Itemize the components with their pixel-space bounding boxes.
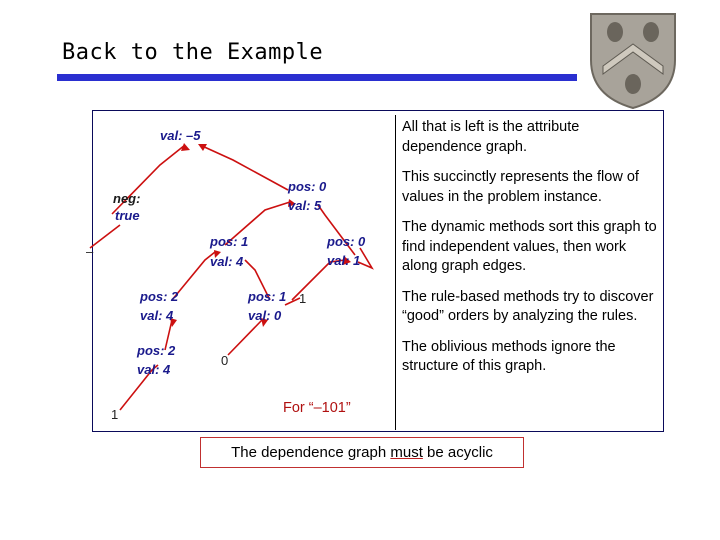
graph-edges bbox=[90, 145, 372, 410]
node-pos1a-val: val: 4 bbox=[210, 254, 244, 269]
callout-text-before: The dependence graph bbox=[231, 444, 391, 461]
note-item: The oblivious methods ignore the structure of this graph. bbox=[402, 338, 616, 374]
note-item: The rule-based methods try to discover “good” orders by analyzing the rules. bbox=[402, 288, 654, 324]
input-string-label: For “–101” bbox=[283, 400, 351, 416]
node-minus: – bbox=[86, 244, 94, 259]
node-pos0b-pos: pos: 0 bbox=[327, 234, 366, 249]
node-pos1b-val: val: 0 bbox=[248, 308, 282, 323]
node-neg-value: true bbox=[115, 208, 140, 223]
node-one-b: 1 bbox=[111, 407, 119, 422]
edge bbox=[228, 320, 262, 355]
node-pos2a-pos: pos: 2 bbox=[140, 289, 179, 304]
callout-emphasis: must bbox=[390, 444, 423, 461]
note-item: The dynamic methods sort this graph to find independent values, then work along graph edges. bbox=[402, 219, 657, 274]
note-item: All that is left is the attribute dependence graph. bbox=[402, 119, 580, 155]
slide-title: Back to the Example bbox=[62, 40, 324, 65]
node-neg-label: neg: bbox=[113, 191, 141, 206]
node-pos1b-pos: pos: 1 bbox=[248, 289, 287, 304]
notes-list bbox=[402, 118, 657, 388]
node-pos0b-val: val: 1 bbox=[327, 253, 361, 268]
node-zero: 0 bbox=[221, 353, 229, 368]
edge bbox=[200, 145, 288, 190]
node-pos2a-val: val: 4 bbox=[140, 308, 174, 323]
node-pos0a-pos: pos: 0 bbox=[288, 179, 327, 194]
node-pos1a-pos: pos: 1 bbox=[210, 234, 249, 249]
node-pos2b-val: val: 4 bbox=[137, 362, 171, 377]
note-item: This succinctly represents the flow of values in the problem instance. bbox=[402, 169, 639, 205]
callout-text-after: be acyclic bbox=[422, 444, 493, 461]
edge bbox=[172, 252, 215, 300]
node-root-val: val: –5 bbox=[160, 128, 201, 143]
acyclic-callout bbox=[200, 437, 524, 468]
node-one-a: 1 bbox=[299, 291, 307, 306]
edge bbox=[90, 225, 120, 248]
node-pos0a-val: val: 5 bbox=[288, 198, 322, 213]
node-pos2b-pos: pos: 2 bbox=[137, 343, 176, 358]
